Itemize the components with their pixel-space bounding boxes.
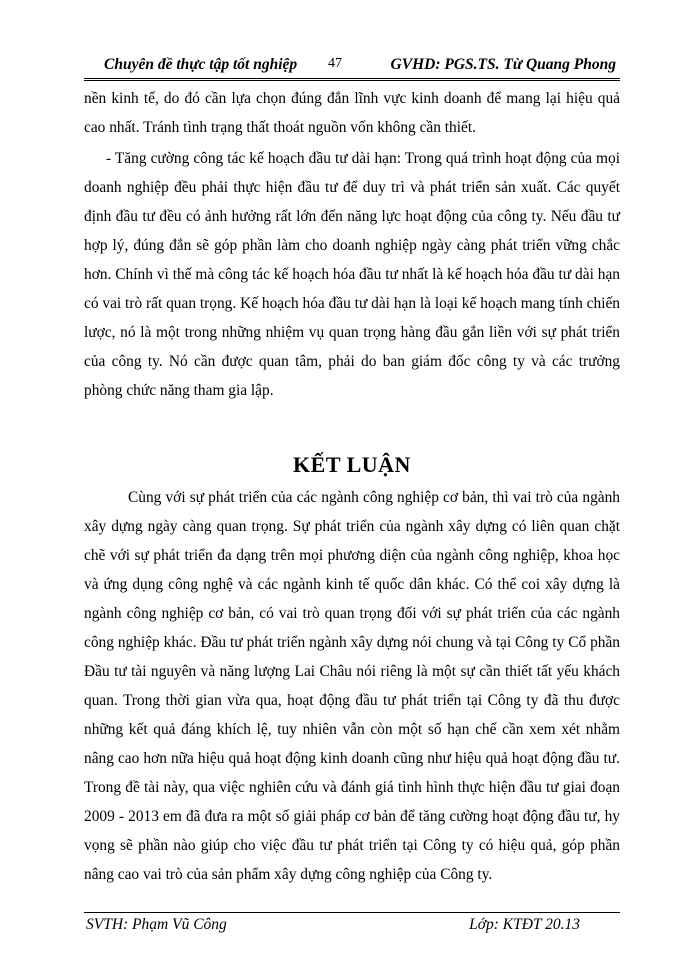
conclusion-heading: KẾT LUẬN [293,452,411,477]
footer-divider [84,912,620,913]
paragraph-conclusion: Cùng với sự phát triển của các ngành công nghiệp cơ bản, thì vai trò của ngành xây dựng ngày càng quan trọng. Sự phát triển của ngành xây dựng có liên quan chặt chẽ với sự phát triển đa dạng trên mọi phương diện của ngành công nghiệp, khoa học và ứng dụng công nghệ và các ngành kinh tế quốc dân khác. Có thể coi xây dựng là ngành công nghiệp cơ bản, có vai trò quan trọng đối với sự phát triển của các ngành công nghiệp khác. Đầu tư phát triển ngành xây dựng nói chung và tại Công ty Cổ phần Đầu tư tài nguyên và năng lượng Lai Châu nói riêng là một sự cần thiết tất yếu khách quan. Trong thời gian vừa qua, hoạt động đầu tư phát triển tại Công ty đã thu được những kết quả đáng khích lệ, tuy nhiên vẫn còn một số hạn chế cần xem xét nhằm nâng cao hơn nữa hiệu quả hoạt động kinh doanh cũng như hiệu quả hoạt động đầu tư. Trong đề tài này, qua việc nghiên cứu và đánh giá tình hình thực hiện đầu tư giai đoạn 2009 - 2013 em đã đưa ra một số giải pháp cơ bản để tăng cường hoạt động đầu tư, hy vọng sẽ phần nào giúp cho việc đầu tư phát triển tại Công ty có hiệu quả, góp phần nâng cao vai trò của sản phẩm xây dựng công nghiệp của Công ty. [84,489,620,883]
header-thesis-title: Chuyên đề thực tập tốt nghiệp [104,56,298,73]
page-header [84,52,620,81]
page-footer [84,916,620,938]
footer-student: SVTH: Phạm Vũ Công [86,916,227,933]
paragraph-long-term-planning: - Tăng cường công tác kế hoạch đầu tư dài hạn: Trong quá trình hoạt động của mọi doanh nghiệp đều phải thực hiện đầu tư để duy trì và phát triển sản xuất. Các quyết định đầu tư đều có ảnh hưởng rất lớn đến năng lực hoạt động của công ty. Nếu đầu tư hợp lý, đúng đắn sẽ góp phần làm cho doanh nghiệp ngày càng phát triển vững chắc hơn. Chính vì thế mà công tác kế hoạch hóa đầu tư nhất là kế hoạch hóa đầu tư dài hạn có vai trò rất quan trọng. Kế hoạch hóa đầu tư dài hạn là loại kế hoạch mang tính chiến lược, nó là một trong những nhiệm vụ quan trọng hàng đầu gắn liền với sự phát triển của công ty. Nó cần được quan tâm, phải do ban giám đốc công ty và các trưởng phòng chức năng tham gia lập. [84,150,620,399]
page-number: 47 [328,56,342,71]
header-supervisor: GVHD: PGS.TS. Từ Quang Phong [390,56,616,73]
paragraph-continuation: nền kinh tế, do đó cần lựa chọn đúng đắn lĩnh vực kinh doanh để mang lại hiệu quả cao nhất. Tránh tình trạng thất thoát nguồn vốn không cần thiết. [84,90,620,136]
footer-class: Lớp: KTĐT 20.13 [469,916,580,933]
